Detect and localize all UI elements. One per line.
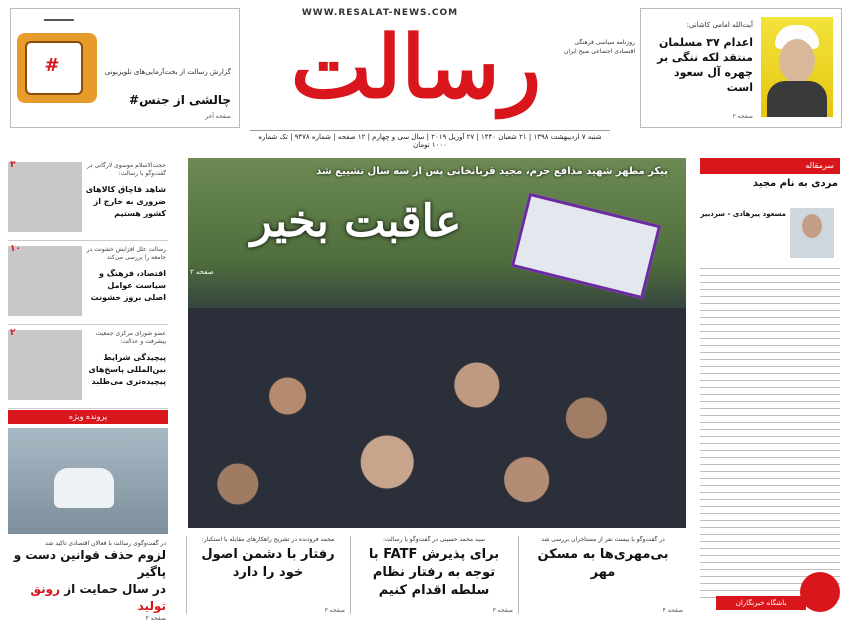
page-ref: صفحه ۲ <box>190 268 214 276</box>
watermark-logo <box>716 572 840 612</box>
editorial-body-text <box>700 262 840 602</box>
story-headline: بی‌مهری‌ها به مسکن مهر <box>537 547 669 580</box>
story-kicker: آیت‌الله امامی کاشانی: <box>686 21 753 29</box>
story-headline: اعدام ۳۷ مسلمان منتقد لکه ننگی بر چهره آل سعود است <box>657 36 753 94</box>
story-kicker: در گفت‌وگو با بیست نفر از مستاجران بررسی شد <box>541 536 665 543</box>
story-kicker: عضو شورای مرکزی جمعیت پیشرفت و عدالت: <box>95 330 166 345</box>
special-tag: پرونده ویژه <box>8 410 168 424</box>
tagline: روزنامه سیاسی فرهنگی اقتصادی اجتماعی صبح ایران <box>563 39 635 55</box>
bottom-story[interactable] <box>186 536 349 614</box>
site-url: WWW.RESALAT-NEWS.COM <box>301 8 459 18</box>
story-kicker: محمد فرودنده در تشریح راهکارهای مقابله با استکبار: <box>201 536 335 543</box>
coffin <box>511 193 661 300</box>
editorial-tag: سرمقاله <box>700 158 840 174</box>
story-photo <box>8 162 82 232</box>
story-photo <box>8 246 82 316</box>
page-number: ۳ <box>10 160 16 170</box>
story-kicker: حجت‌الاسلام موسوی لارگانی در گفت‌وگو با رسالت: <box>87 162 166 177</box>
story-headline: رفتار با دشمن اصول خود را دارد <box>201 547 335 580</box>
page-ref: صفحه آخر <box>205 113 231 120</box>
author-photo <box>790 208 834 258</box>
story-kicker: در گفت‌وگوی رسالت با فعالان اقتصادی تاکید شد <box>45 540 166 547</box>
page-ref: صفحه ۲ <box>732 113 753 120</box>
factory-photo <box>8 428 168 534</box>
page-number: ۲ <box>10 328 16 338</box>
main-kicker: پیکر مطهر شهید مدافع حرم، مجید قربانخانی پس از سه سال تشییع شد <box>316 166 668 177</box>
story-headline: لزوم حذف قوانین دست و پاگیر در سال حمایت از رونق تولید <box>13 548 166 613</box>
story-headline: برای پذیرش FATF با توجه به رفتار نظام سلطه اقدام کنیم <box>368 547 500 598</box>
tv-icon: # <box>17 19 99 117</box>
logo-icon <box>800 572 840 612</box>
story-photo <box>8 330 82 400</box>
story-headline: پیچیدگی شرایط بین‌المللی پاسخ‌های پیچیده‌تری می‌طلبد <box>88 353 166 386</box>
page-ref: صفحه ۳ <box>324 607 345 614</box>
list-item[interactable] <box>8 326 168 409</box>
story-headline: چالشی از جنس# <box>129 93 231 107</box>
bottom-story[interactable] <box>350 536 517 614</box>
list-item[interactable] <box>8 242 168 325</box>
bottom-left-story[interactable] <box>6 540 166 622</box>
crowd <box>188 308 686 528</box>
list-item[interactable] <box>8 158 168 241</box>
special-report[interactable] <box>8 410 168 540</box>
main-headline[interactable]: عاقبت بخیر <box>250 196 462 247</box>
editorial-title: مردی به نام مجید <box>752 178 838 189</box>
story-headline: اقتصاد، فرهنگ و سیاست عوامل اصلی بروز خشونت <box>90 269 166 302</box>
editorial-column[interactable] <box>700 158 840 610</box>
cleric-photo <box>761 17 833 117</box>
top-right-story[interactable] <box>640 8 842 128</box>
bottom-story[interactable] <box>518 536 687 614</box>
page-ref: صفحه ۴ <box>662 607 683 614</box>
story-kicker: سید محمد حسینی در گفت‌وگو با رسالت: <box>382 536 486 543</box>
dateline: شنبه ۷ اردیبهشت ۱۳۹۸ | ۲۱ شعبان ۱۴۴۰ | ۲۷ آوریل ۲۰۱۹ | سال سی و چهارم | ۱۲ صفحه | شماره ۹۴۷۸ | تک شماره ۱۰۰۰ تومان <box>250 130 610 149</box>
page-ref: صفحه ۴ <box>145 615 166 622</box>
page-number: ۱۰ <box>10 244 21 254</box>
story-kicker: گزارش رسالت از بخت‌آزمایی‌های تلویزیونی <box>104 68 231 76</box>
watermark-text: باشگاه خبرنگاران <box>716 596 806 610</box>
top-left-story[interactable] <box>10 8 240 128</box>
author-name: مسعود پیرهادی - سردبیر <box>700 210 786 218</box>
story-kicker: رسالت علل افزایش خشونت در جامعه را بررسی می‌کند <box>86 246 166 261</box>
page-ref: صفحه ۳ <box>492 607 513 614</box>
story-headline: شاهد قاچاق کالاهای ضروری به خارج از کشور هستیم <box>85 185 166 218</box>
masthead: رسالت <box>290 17 542 118</box>
